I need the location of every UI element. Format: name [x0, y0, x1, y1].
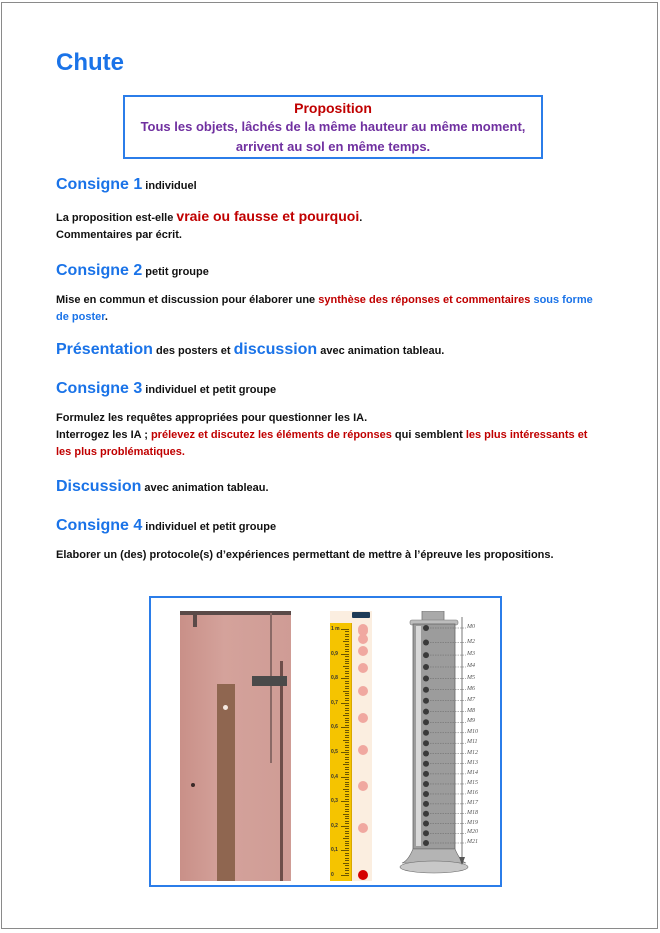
chrono-ball — [358, 686, 368, 696]
cylinder-label: M18 — [467, 809, 478, 816]
consigne-3-line-2 — [56, 427, 616, 444]
consigne-2-red: synthèse des réponses et commentaires — [318, 294, 531, 306]
ruler-tick — [345, 791, 349, 792]
falling-ball — [223, 705, 228, 710]
ruler-tick — [343, 863, 349, 864]
cylinder-label: M19 — [467, 819, 478, 826]
discussion-text: avec animation tableau. — [141, 482, 269, 494]
consigne-1-suffix: . — [359, 212, 363, 224]
cylinder-ball — [423, 781, 429, 787]
ruler-tick — [345, 750, 349, 751]
ruler-tick — [345, 782, 349, 783]
wooden-ruler — [217, 684, 235, 881]
ruler-tick — [345, 656, 349, 657]
ruler-tick — [345, 661, 349, 662]
experiment-figure — [149, 596, 502, 887]
ruler-tick — [345, 811, 349, 812]
ruler-tick — [345, 700, 349, 701]
dot-mark — [191, 783, 195, 787]
cylinder-label: M17 — [467, 799, 478, 806]
cylinder-label: M4 — [467, 662, 475, 669]
consigne-2-prefix: Mise en commun et discussion pour élaborer une — [56, 294, 319, 306]
ruler-tick — [345, 818, 349, 819]
cylinder-ball — [423, 709, 429, 715]
consigne-3-heading: Consigne 3 — [56, 380, 143, 397]
ruler-tick — [345, 649, 349, 650]
cylinder-label: M3 — [467, 651, 475, 658]
cylinder-label: M6 — [467, 685, 475, 692]
consigne-3-line-1: Formulez les requêtes appropriées pour questionner les IA. — [56, 412, 368, 424]
ruler-tick — [345, 737, 349, 738]
cylinder-ball — [423, 719, 429, 725]
consigne-4-body: Elaborer un (des) protocole(s) d’expériences permettant de mettre à l’épreuve les propositions. — [56, 549, 554, 561]
consigne-2-header — [56, 262, 209, 280]
chrono-ball — [358, 663, 368, 673]
consigne-2-mode: petit groupe — [145, 266, 209, 278]
ruler-tick — [345, 693, 349, 694]
dropper-icon — [352, 612, 370, 618]
cylinder-ball — [423, 730, 429, 736]
ruler-tick — [345, 841, 349, 842]
ruler-tick — [345, 762, 349, 763]
cylinder-ball — [423, 640, 429, 646]
ruler-label: 0 — [331, 872, 334, 878]
ruler-tick — [341, 703, 349, 704]
cylinder-ball — [423, 676, 429, 682]
ruler-tick — [345, 868, 349, 869]
cylinder-label: M2 — [467, 638, 475, 645]
thread — [270, 613, 272, 763]
consigne-1-line-1 — [56, 208, 616, 227]
consigne-1-line-2: Commentaires par écrit. — [56, 229, 182, 241]
ruler-tick — [345, 873, 349, 874]
ruler-tick — [341, 801, 349, 802]
proposition-line-1: Tous les objets, lâchés de la même hauteur au même moment, — [140, 119, 526, 134]
ruler-tick — [345, 786, 349, 787]
ruler-tick — [345, 754, 349, 755]
ruler-tick — [343, 666, 349, 667]
ruler-tick — [345, 821, 349, 822]
consigne-2-body — [56, 292, 616, 326]
cylinder-ball — [423, 751, 429, 757]
consigne-1-body — [56, 208, 616, 244]
ruler-tick — [345, 796, 349, 797]
ruler-tick — [345, 730, 349, 731]
chrono-ball — [358, 713, 368, 723]
ruler-tick — [345, 698, 349, 699]
ruler-tick — [345, 757, 349, 758]
ruler-tick — [341, 826, 349, 827]
cylinder-drawing — [396, 611, 496, 881]
ruler-tick — [345, 718, 349, 719]
chronophotography-strip — [330, 611, 372, 881]
consigne-4-header — [56, 517, 276, 535]
ruler-tick — [345, 673, 349, 674]
chrono-ball — [358, 781, 368, 791]
ruler-tick — [345, 784, 349, 785]
consigne-2-blue-2: de poster — [56, 311, 105, 323]
consigne-3-mode: individuel et petit groupe — [145, 384, 277, 396]
consigne-3-body — [56, 410, 616, 461]
ruler-tick — [345, 705, 349, 706]
ruler-tick — [345, 858, 349, 859]
cylinder-ball — [423, 771, 429, 777]
ruler-tick — [345, 860, 349, 861]
consigne-3-red-1: prélevez et discutez les éléments de réponses — [150, 429, 392, 441]
cylinder-ball — [423, 740, 429, 746]
cylinder-ball — [423, 801, 429, 807]
ruler-tick — [341, 654, 349, 655]
ruler-tick — [343, 814, 349, 815]
cylinder-label: M9 — [467, 718, 475, 725]
cylinder-ball — [423, 791, 429, 797]
discussion-heading: Discussion — [56, 478, 142, 495]
ruler-label: 0,6 — [331, 724, 338, 731]
ruler-tick — [343, 641, 349, 642]
clamp-left — [193, 613, 197, 627]
cylinder-ball — [423, 840, 429, 846]
ruler-tick — [343, 691, 349, 692]
cylinder-label: M8 — [467, 707, 475, 714]
ruler-tick — [345, 631, 349, 632]
ruler-tick — [345, 833, 349, 834]
consigne-1-header — [56, 176, 197, 194]
cylinder-ball — [423, 664, 429, 670]
ruler-tick — [345, 671, 349, 672]
ruler-tick — [345, 742, 349, 743]
consigne-1-highlight: vraie ou fausse et pourquoi — [176, 208, 360, 224]
page-title: Chute — [56, 49, 124, 76]
ruler-tick — [345, 759, 349, 760]
ruler-label: 1 m — [331, 626, 340, 632]
ruler-tick — [345, 870, 349, 871]
ruler-tick — [345, 663, 349, 664]
ruler-tick — [345, 695, 349, 696]
cylinder-ball — [423, 652, 429, 658]
free-fall-photo — [180, 611, 291, 881]
cylinder-ball — [423, 761, 429, 767]
ruler-tick — [341, 727, 349, 728]
cylinder-label: M7 — [467, 696, 475, 703]
ruler-tick — [345, 848, 349, 849]
ruler-tick — [345, 708, 349, 709]
ruler-tick — [341, 752, 349, 753]
ruler-tick — [345, 843, 349, 844]
cylinder-ball — [423, 830, 429, 836]
consigne-2-suffix: . — [104, 311, 108, 323]
ruler-tick — [345, 639, 349, 640]
cylinder-ball — [423, 811, 429, 817]
ruler-tick — [345, 855, 349, 856]
ruler-tick — [341, 850, 349, 851]
ruler-tick — [345, 794, 349, 795]
cylinder-ball — [423, 625, 429, 631]
presentation-text-2: avec animation tableau. — [317, 345, 445, 357]
consigne-3-mid: qui semblent — [391, 429, 466, 441]
ruler-tick — [345, 713, 349, 714]
ruler-tick — [345, 668, 349, 669]
ruler-tick — [345, 735, 349, 736]
presentation-word: Présentation — [56, 341, 153, 358]
ruler-tick — [345, 722, 349, 723]
ruler-tick — [341, 875, 349, 876]
cylinder-label: M11 — [467, 739, 478, 746]
chrono-ball — [358, 745, 368, 755]
consigne-1-heading: Consigne 1 — [56, 176, 143, 193]
ruler-label: 0,5 — [331, 749, 338, 755]
ruler-tick — [345, 636, 349, 637]
ruler-tick — [345, 634, 349, 635]
presentation-text-1: des posters et — [152, 345, 234, 357]
ruler-tick — [345, 845, 349, 846]
consigne-3-header — [56, 380, 276, 398]
ruler-tick — [345, 732, 349, 733]
cylinder-label: M13 — [467, 759, 478, 766]
chrono-ball — [358, 870, 368, 880]
consigne-2-blue-1: sous forme — [530, 294, 593, 306]
cylinder-label: M21 — [467, 839, 478, 845]
document-page — [1, 2, 658, 929]
graduated-ruler — [330, 623, 352, 881]
cylinder-label: M0 — [467, 624, 475, 630]
ruler-tick — [345, 644, 349, 645]
ruler-tick — [345, 681, 349, 682]
chrono-ball — [358, 823, 368, 833]
ruler-tick — [341, 777, 349, 778]
discussion-line — [56, 478, 269, 496]
discussion-word: discussion — [233, 341, 318, 358]
cylinder-label: M12 — [467, 749, 478, 756]
ruler-tick — [341, 678, 349, 679]
ruler-tick — [343, 715, 349, 716]
cylinder-label: M16 — [467, 789, 478, 796]
ruler-tick — [345, 767, 349, 768]
ruler-tick — [345, 686, 349, 687]
ruler-tick — [345, 725, 349, 726]
cylinder-label: M5 — [467, 674, 475, 681]
proposition-box — [123, 95, 543, 159]
chrono-ball — [358, 634, 368, 644]
consigne-2-heading: Consigne 2 — [56, 262, 143, 279]
ruler-tick — [345, 828, 349, 829]
ruler-tick — [345, 659, 349, 660]
ruler-tick — [341, 629, 349, 630]
ruler-label: 0,7 — [331, 699, 338, 706]
ruler-tick — [345, 769, 349, 770]
ruler-tick — [345, 646, 349, 647]
proposition-line-2: arrivent au sol en même temps. — [235, 139, 431, 154]
consigne-4-mode: individuel et petit groupe — [145, 521, 277, 533]
cylinder-ball — [423, 698, 429, 704]
ruler-tick — [345, 772, 349, 773]
ruler-tick — [345, 688, 349, 689]
vertical-rod — [280, 661, 283, 881]
presentation-line — [56, 341, 444, 359]
consigne-4-heading: Consigne 4 — [56, 517, 143, 534]
ruler-tick — [343, 764, 349, 765]
ruler-tick — [345, 831, 349, 832]
ruler-label: 0,9 — [331, 650, 338, 657]
ruler-tick — [345, 747, 349, 748]
consigne-3-red-2: les plus intéressants et — [465, 429, 588, 441]
ruler-tick — [345, 865, 349, 866]
ruler-tick — [345, 799, 349, 800]
ruler-tick — [345, 806, 349, 807]
clamp-right — [252, 676, 287, 686]
cylinder-label: M15 — [467, 779, 478, 786]
ruler-tick — [343, 740, 349, 741]
ruler-tick — [345, 816, 349, 817]
ruler-tick — [345, 774, 349, 775]
ruler-tick — [343, 789, 349, 790]
proposition-heading: Proposition — [294, 100, 372, 116]
ruler-tick — [345, 720, 349, 721]
cylinder-ball — [423, 687, 429, 693]
cylinder-label: M10 — [467, 728, 478, 735]
consigne-3-line-3: les plus problématiques. — [56, 446, 185, 458]
ruler-label: 0,2 — [331, 822, 338, 829]
ruler-tick — [345, 683, 349, 684]
ruler-tick — [345, 710, 349, 711]
cylinder-label: M20 — [467, 829, 478, 836]
ruler-tick — [345, 651, 349, 652]
ruler-tick — [345, 853, 349, 854]
ruler-tick — [345, 745, 349, 746]
consigne-3-prefix: Interrogez les IA ; — [56, 429, 151, 441]
ruler-tick — [345, 809, 349, 810]
ruler-tick — [345, 676, 349, 677]
ruler-tick — [345, 836, 349, 837]
chrono-ball — [358, 646, 368, 656]
ruler-label: 0,1 — [331, 847, 338, 854]
ruler-label: 0,8 — [331, 675, 338, 682]
consigne-1-mode: individuel — [145, 180, 197, 192]
consigne-1-prefix: La proposition est-elle — [56, 212, 177, 224]
cylinder-ball — [423, 821, 429, 827]
ruler-tick — [345, 779, 349, 780]
graduated-cylinder-figure — [396, 611, 496, 881]
ruler-tick — [345, 804, 349, 805]
ruler-label: 0,3 — [331, 798, 338, 805]
ruler-label: 0,4 — [331, 773, 338, 780]
cylinder-label: M14 — [467, 769, 478, 776]
ruler-tick — [343, 838, 349, 839]
ruler-tick — [345, 823, 349, 824]
